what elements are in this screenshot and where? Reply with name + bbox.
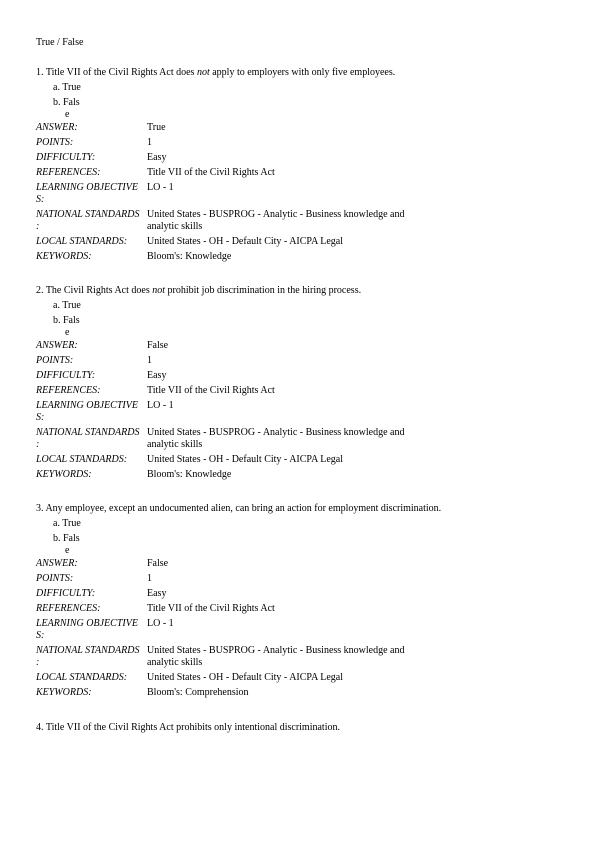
learning-objective-row	[36, 400, 566, 424]
references-label: REFERENCES:	[36, 603, 101, 614]
answer-value: False	[147, 558, 169, 569]
learning-objective-value: LO - 1	[147, 618, 174, 629]
points-value: 1	[147, 355, 152, 366]
answer-metadata	[36, 340, 566, 481]
difficulty-value: Easy	[147, 152, 167, 163]
option-b-wrap: e	[65, 327, 70, 338]
keywords-label: KEYWORDS:	[36, 251, 92, 262]
question-text-emphasis: not	[152, 285, 165, 296]
option-b: b. Fals	[53, 533, 80, 544]
label-line: LEARNING OBJECTIVE	[36, 182, 138, 193]
learning-objective-value: LO - 1	[147, 400, 174, 411]
value-line: analytic skills	[147, 439, 203, 450]
learning-objective-label	[36, 400, 147, 424]
difficulty-label: DIFFICULTY:	[36, 588, 96, 599]
question-text	[36, 67, 566, 79]
points-label: POINTS:	[36, 573, 74, 584]
national-standards-label	[36, 427, 147, 451]
keywords-value: Bloom's: Knowledge	[147, 469, 232, 480]
question-number: 2.	[36, 285, 44, 296]
learning-objective-label	[36, 618, 147, 642]
answer-label: ANSWER:	[36, 122, 78, 133]
learning-objective-row	[36, 618, 566, 642]
keywords-row	[36, 469, 566, 481]
question-text-part: Title VII of the Civil Rights Act prohibits only intentional discrimination.	[45, 722, 340, 733]
option-a: a. True	[53, 518, 81, 529]
answer-label: ANSWER:	[36, 558, 78, 569]
references-label: REFERENCES:	[36, 385, 101, 396]
points-row	[36, 355, 566, 367]
question-text	[36, 503, 566, 515]
local-standards-row	[36, 672, 566, 684]
learning-objective-value: LO - 1	[147, 182, 174, 193]
national-standards-value	[147, 209, 566, 233]
local-standards-value: United States - OH - Default City - AICPA Legal	[147, 454, 343, 465]
option-b: b. Fals	[53, 97, 80, 108]
difficulty-label: DIFFICULTY:	[36, 370, 96, 381]
question-text-emphasis: not	[196, 67, 210, 78]
answer-metadata	[36, 558, 566, 699]
question-text-part: The Civil Rights Act does	[45, 285, 153, 296]
national-standards-label	[36, 645, 147, 669]
question-2	[36, 285, 566, 484]
difficulty-row	[36, 370, 566, 382]
option-b: b. Fals	[53, 315, 80, 326]
question-text	[36, 285, 566, 297]
learning-objective-row	[36, 182, 566, 206]
answer-value: True	[147, 122, 166, 133]
local-standards-label: LOCAL STANDARDS:	[36, 236, 128, 247]
label-line: LEARNING OBJECTIVE	[36, 400, 138, 411]
question-number: 1.	[36, 67, 44, 78]
keywords-label: KEYWORDS:	[36, 469, 92, 480]
keywords-value: Bloom's: Knowledge	[147, 251, 232, 262]
national-standards-row	[36, 645, 566, 669]
difficulty-value: Easy	[147, 370, 167, 381]
references-value: Title VII of the Civil Rights Act	[147, 167, 275, 178]
label-line: S:	[36, 630, 45, 641]
points-row	[36, 573, 566, 585]
points-value: 1	[147, 137, 152, 148]
question-1	[36, 67, 566, 266]
answer-label: ANSWER:	[36, 340, 78, 351]
value-line: United States - BUSPROG - Analytic - Business knowledge and	[147, 427, 405, 438]
label-line: NATIONAL STANDARDS	[36, 209, 140, 220]
value-line: analytic skills	[147, 221, 203, 232]
label-line: NATIONAL STANDARDS	[36, 645, 140, 656]
option-a: a. True	[53, 82, 81, 93]
option-b-wrap: e	[65, 109, 70, 120]
question-text-part: prohibit job discrimination in the hiring process.	[165, 285, 362, 296]
difficulty-row	[36, 588, 566, 600]
local-standards-row	[36, 236, 566, 248]
value-line: United States - BUSPROG - Analytic - Business knowledge and	[147, 209, 405, 220]
national-standards-value	[147, 645, 566, 669]
points-value: 1	[147, 573, 152, 584]
question-number: 4.	[36, 722, 44, 733]
difficulty-label: DIFFICULTY:	[36, 152, 96, 163]
label-line: :	[36, 657, 40, 668]
difficulty-row	[36, 152, 566, 164]
label-line: LEARNING OBJECTIVE	[36, 618, 138, 629]
option-b-wrap: e	[65, 545, 70, 556]
national-standards-row	[36, 427, 566, 451]
value-line: United States - BUSPROG - Analytic - Business knowledge and	[147, 645, 405, 656]
references-label: REFERENCES:	[36, 167, 101, 178]
answer-value: False	[147, 340, 169, 351]
national-standards-row	[36, 209, 566, 233]
points-row	[36, 137, 566, 149]
national-standards-value	[147, 427, 566, 451]
label-line: S:	[36, 194, 45, 205]
keywords-row	[36, 251, 566, 263]
local-standards-value: United States - OH - Default City - AICPA Legal	[147, 236, 343, 247]
difficulty-value: Easy	[147, 588, 167, 599]
local-standards-label: LOCAL STANDARDS:	[36, 672, 128, 683]
local-standards-row	[36, 454, 566, 466]
national-standards-label	[36, 209, 147, 233]
keywords-label: KEYWORDS:	[36, 687, 92, 698]
question-3	[36, 503, 566, 702]
value-line: analytic skills	[147, 657, 203, 668]
references-row	[36, 167, 566, 179]
label-line: NATIONAL STANDARDS	[36, 427, 140, 438]
references-row	[36, 603, 566, 615]
local-standards-value: United States - OH - Default City - AICPA Legal	[147, 672, 343, 683]
keywords-value: Bloom's: Comprehension	[147, 687, 249, 698]
answer-metadata	[36, 122, 566, 263]
references-value: Title VII of the Civil Rights Act	[147, 385, 275, 396]
answer-row	[36, 558, 566, 570]
question-text-part: apply to employers with only five employees.	[209, 67, 396, 78]
question-text-part: Any employee, except an undocumented alien, can bring an action for employment discrimination.	[45, 503, 442, 514]
section-title: True / False	[36, 37, 84, 48]
question-4	[36, 722, 566, 734]
option-a: a. True	[53, 300, 81, 311]
points-label: POINTS:	[36, 137, 74, 148]
label-line: S:	[36, 412, 45, 423]
keywords-row	[36, 687, 566, 699]
answer-row	[36, 340, 566, 352]
references-value: Title VII of the Civil Rights Act	[147, 603, 275, 614]
local-standards-label: LOCAL STANDARDS:	[36, 454, 128, 465]
label-line: :	[36, 221, 40, 232]
question-number: 3.	[36, 503, 44, 514]
label-line: :	[36, 439, 40, 450]
question-text	[36, 722, 566, 734]
answer-row	[36, 122, 566, 134]
question-text-part: Title VII of the Civil Rights Act does	[45, 67, 197, 78]
learning-objective-label	[36, 182, 147, 206]
points-label: POINTS:	[36, 355, 74, 366]
references-row	[36, 385, 566, 397]
